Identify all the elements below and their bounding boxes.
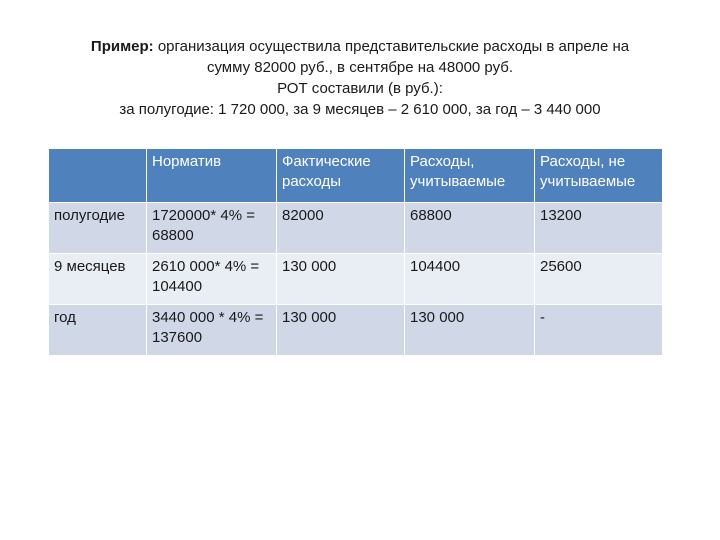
actual-cell: 130 000 <box>277 254 405 305</box>
deductible-cell: 104400 <box>405 254 535 305</box>
deductible-cell: 68800 <box>405 203 535 254</box>
period-cell: год <box>49 305 147 356</box>
intro-line-1-text: организация осуществила представительские расходы в апреле на <box>157 38 630 55</box>
intro-text <box>40 36 680 120</box>
actual-cell: 130 000 <box>277 305 405 356</box>
header-cell-deductible: Расходы, учитываемые <box>405 149 535 203</box>
intro-line-3: РОТ составили (в руб.): <box>277 80 443 97</box>
intro-line-1 <box>40 36 680 57</box>
table-header-row <box>49 149 663 203</box>
intro-label: Пример: <box>90 38 154 55</box>
nondeductible-cell: 25600 <box>535 254 663 305</box>
norm-table <box>48 148 663 356</box>
header-cell-normative: Норматив <box>147 149 277 203</box>
normative-cell: 3440 000 * 4% = 137600 <box>147 305 277 356</box>
actual-cell: 82000 <box>277 203 405 254</box>
table-row <box>49 203 663 254</box>
intro-line-4: за полугодие: 1 720 000, за 9 месяцев – 2 610 000, за год – 3 440 000 <box>119 101 601 118</box>
normative-cell: 1720000* 4% = 68800 <box>147 203 277 254</box>
nondeductible-cell: 13200 <box>535 203 663 254</box>
intro-line-2: сумму 82000 руб., в сентябре на 48000 руб. <box>206 59 514 76</box>
header-cell-nondeductible: Расходы, не учитываемые <box>535 149 663 203</box>
period-cell: полугодие <box>49 203 147 254</box>
period-cell: 9 месяцев <box>49 254 147 305</box>
header-cell-actual: Фактические расходы <box>277 149 405 203</box>
header-cell-empty <box>49 149 147 203</box>
nondeductible-cell: - <box>535 305 663 356</box>
table-row <box>49 254 663 305</box>
deductible-cell: 130 000 <box>405 305 535 356</box>
table-row <box>49 305 663 356</box>
normative-cell: 2610 000* 4% = 104400 <box>147 254 277 305</box>
